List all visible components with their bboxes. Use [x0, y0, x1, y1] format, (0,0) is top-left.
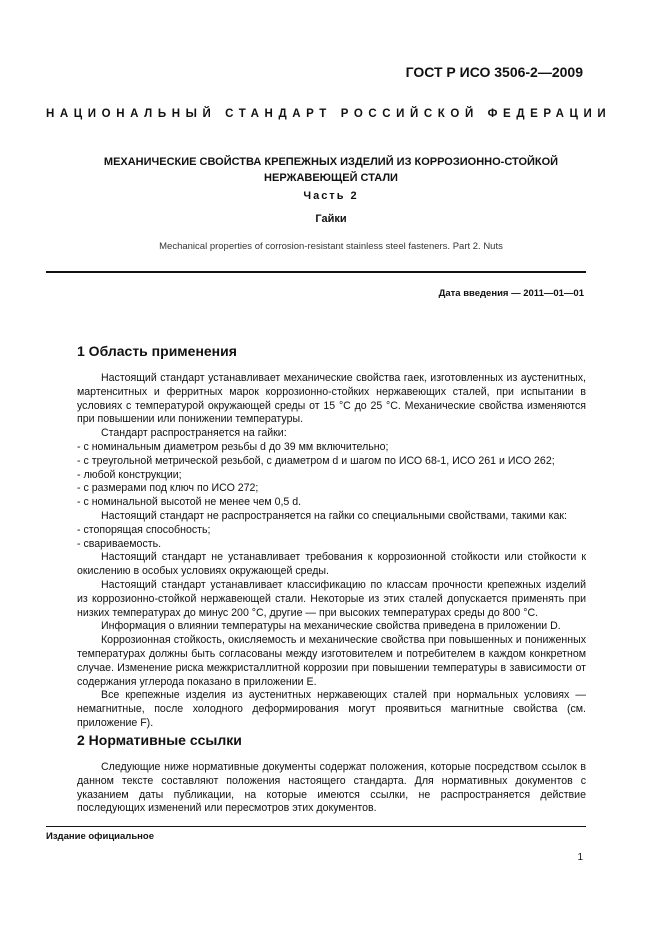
list-item: - любой конструкции;: [77, 468, 182, 481]
paragraph: Настоящий стандарт устанавливает классификацию по классам прочности крепежных изделий из коррозионно-стойкой нержавеющей стали. Некоторые из этих сталей допускается применять при низких температурах до минус 200 °С, другие — при высоких температурах среды до 800 °С.: [77, 578, 586, 619]
standard-code: ГОСТ Р ИСО 3506-2—2009: [405, 64, 583, 80]
list-item: - с размерами под ключ по ИСО 272;: [77, 482, 259, 495]
title-line-1: МЕХАНИЧЕСКИЕ СВОЙСТВА КРЕПЕЖНЫХ ИЗДЕЛИЙ ИЗ КОРРОЗИОННО-СТОЙКОЙ: [103, 156, 559, 168]
paragraph: Коррозионная стойкость, окисляемость и механические свойства при повышенных и пониженных температурах должны быть согласованы между изготовителем и потребителем в каждом конкретном случае. Изменение риска межкристаллитной коррозии при повышении температуры в зависимости от содержания углерода показано в приложении Е.: [77, 634, 586, 688]
list-item: - свариваемость.: [77, 537, 162, 550]
paragraph: Стандарт распространяется на гайки:: [101, 427, 287, 440]
paragraph: Следующие ниже нормативные документы содержат положения, которые посредством ссылок в данном тексте составляют положения настоящего стандарта. Для нормативных документов с указанием даты публикации, на которые имеются ссылки, не распространяется действие последующих изменений или пересмотров этих документов.: [77, 761, 586, 815]
introduction-date: Дата введения — 2011—01—01: [438, 288, 584, 299]
paragraph: Все крепежные изделия из аустенитных нержавеющих сталей при нормальных условиях — немагнитные, после холодного деформирования могут проявиться магнитные свойства (см. приложение F).: [77, 689, 586, 729]
title-line-2: НЕРЖАВЕЮЩЕЙ СТАЛИ: [264, 172, 398, 184]
section-2-heading: 2 Нормативные ссылки: [77, 732, 242, 748]
paragraph: Настоящий стандарт не распространяется на гайки со специальными свойствами, такими как:: [101, 509, 567, 522]
document-subtitle: Гайки: [315, 213, 347, 225]
title-divider: [46, 271, 586, 273]
document-title: [46, 154, 616, 186]
section-2-body: [77, 761, 586, 816]
paragraph: Информация о влиянии температуры на механические свойства приведена в приложении D.: [101, 620, 561, 633]
footer-divider: [46, 826, 586, 827]
official-edition-label: Издание официальное: [46, 831, 154, 842]
national-standard-banner: НАЦИОНАЛЬНЫЙ СТАНДАРТ РОССИЙСКОЙ ФЕДЕРАЦИИ: [46, 108, 612, 120]
page-number: 1: [577, 852, 583, 863]
english-title: Mechanical properties of corrosion-resistant stainless steel fasteners. Part 2. Nuts: [159, 241, 503, 252]
part-label: Часть 2: [303, 190, 359, 202]
section-1-heading: 1 Область применения: [77, 343, 237, 359]
list-item: - стопорящая способность;: [77, 523, 211, 536]
paragraph: Настоящий стандарт не устанавливает требования к коррозионной стойкости или стойкости к окислению в особых условиях окружающей среды.: [77, 551, 586, 578]
list-item: - с номинальным диаметром резьбы d до 39 мм включительно;: [77, 440, 389, 453]
section-1-body: [77, 372, 586, 731]
paragraph: Настоящий стандарт устанавливает механические свойства гаек, изготовленных из аустенитных, мартенситных и ферритных марок коррозионно-стойких нержавеющих сталей, при испытании в условиях с температурой окружающей среды от 15 °С до 25 °С. Механические свойства изменяются при повышении или понижении температуры.: [77, 372, 586, 426]
list-item: - с номинальной высотой не менее чем 0,5 d.: [77, 496, 302, 509]
list-item: - с треугольной метрической резьбой, с диаметром d и шагом по ИСО 68-1, ИСО 261 и ИСО 262;: [77, 454, 555, 467]
